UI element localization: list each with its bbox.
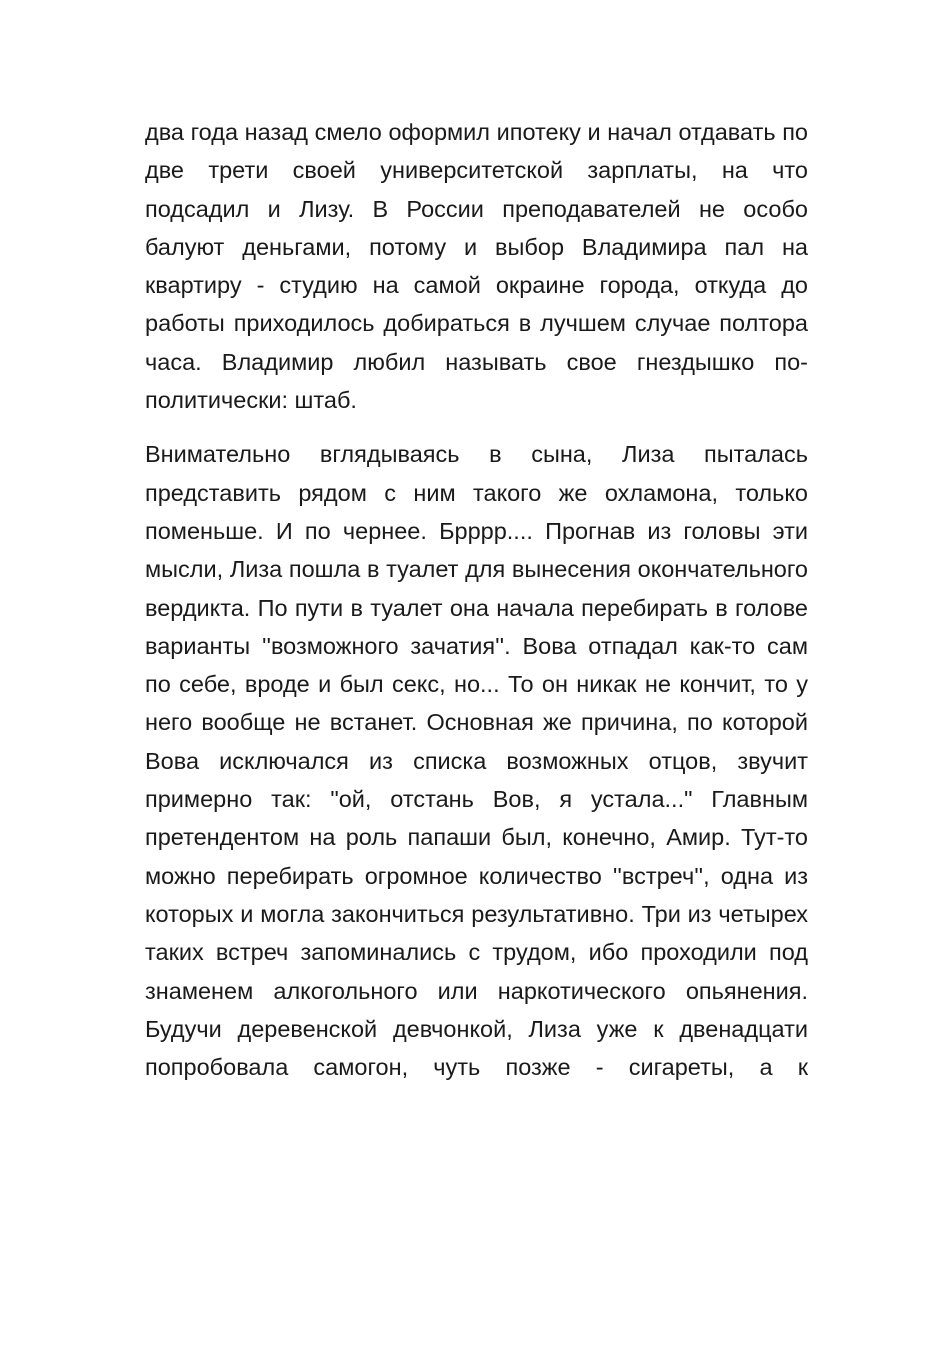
paragraph-2: Внимательно вглядываясь в сына, Лиза пыталась представить рядом с ним такого же охламона, только поменьше. И по чернее. Брррр.... Прогнав из головы эти мысли, Лиза пошла в туалет для вынесения окончательного вердикта. По пути в туалет она начала перебирать в голове варианты ''возможного зачатия''. Вова отпадал как-то сам по себе, вроде и был секс, но... То он никак не кончит, то у него вообще не встанет. Основная же причина, по которой Вова исключался из списка возможных отцов, звучит примерно так: "ой, отстань Вов, я устала..." Главным претендентом на роль папаши был, конечно, Амир. Тут-то можно перебирать огромное количество ''встреч'', одна из которых и могла закончиться результативно. Три из четырех таких встреч запоминались с трудом, ибо проходили под знаменем алкогольного или наркотического опьянения. Будучи деревенской девчонкой, Лиза уже к двенадцати попробовала самогон, чуть позже - сигареты, а к — [145, 441, 808, 1081]
body-text — [145, 113, 808, 1086]
paragraph-1: два года назад смело оформил ипотеку и начал отдавать по две трети своей университетской зарплаты, на что подсадил и Лизу. В России преподавателей не особо балуют деньгами, потому и выбор Владимира пал на квартиру - студию на самой окраине города, откуда до работы приходилось добираться в лучшем случае полтора часа. Владимир любил называть свое гнездышко по-политически: штаб. — [145, 119, 808, 414]
